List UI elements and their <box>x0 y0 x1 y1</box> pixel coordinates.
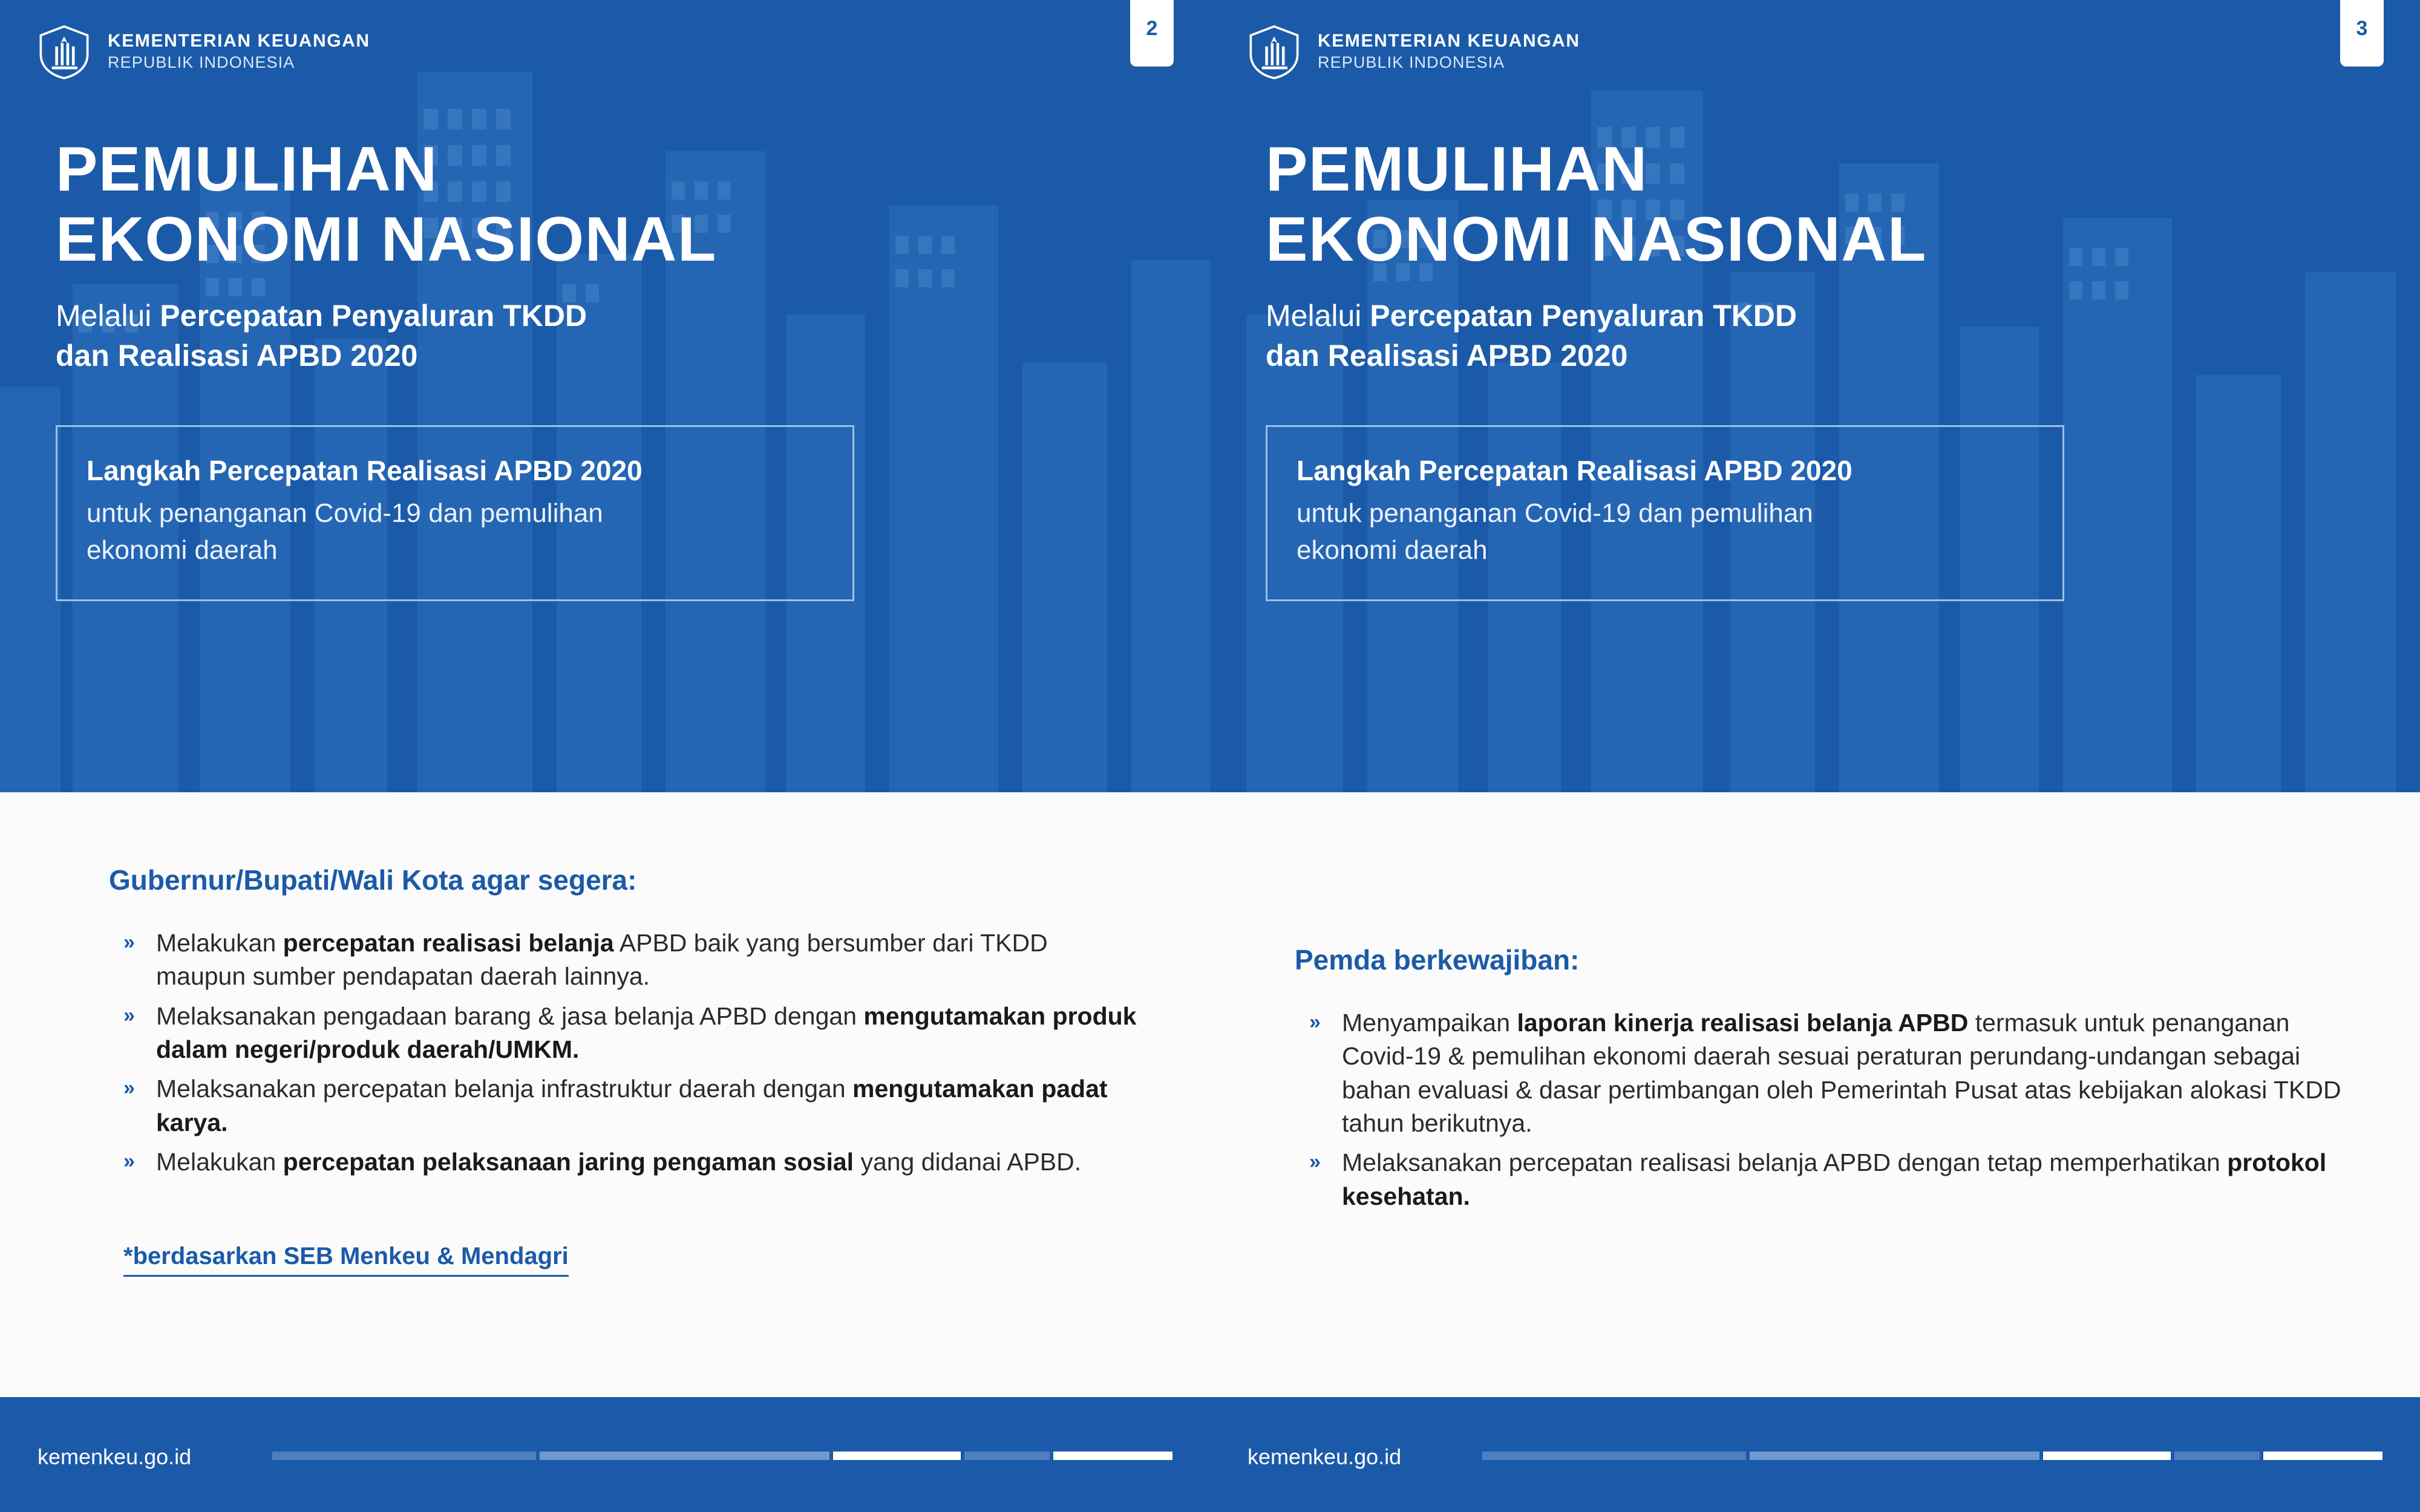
list-item-emphasis: percepatan pelaksanaan jaring pengaman sosial <box>283 1148 854 1176</box>
slide-subtitle <box>0 275 842 376</box>
footnote: *berdasarkan SEB Menkeu & Mendagri <box>123 1243 569 1277</box>
callout-title: Langkah Percepatan Realisasi APBD 2020 <box>87 454 643 486</box>
list-item-text: APBD baik yang bersumber dari TKDD maupun sumber pendapatan daerah lainnya. <box>156 929 1048 991</box>
slide-title-line-2: EKONOMI NASIONAL <box>1266 204 1927 275</box>
list-item <box>109 1072 1143 1139</box>
slide-3-content <box>1210 792 2420 1397</box>
subtitle-bold-1: Percepatan Penyaluran TKDD <box>160 298 587 333</box>
list-item-emphasis: mengutamakan padat karya. <box>156 1075 1108 1136</box>
subtitle-bold-2: dan Realisasi APBD 2020 <box>1266 338 1628 373</box>
footer-website-url[interactable]: kemenkeu.go.id <box>38 1444 192 1469</box>
ministry-logo-block <box>0 0 1210 80</box>
callout-body-line-1: untuk penanganan Covid-19 dan pemulihan <box>1297 498 1813 529</box>
section-heading: Gubernur/Bupati/Wali Kota agar segera: <box>109 864 637 896</box>
section-heading: Pemda berkewajiban: <box>1295 944 1580 976</box>
list-item-emphasis: laporan kinerja realisasi belanja APBD <box>1517 1009 1969 1037</box>
slide-title <box>0 80 1210 275</box>
slide-title-line-1: PEMULIHAN <box>1266 134 1648 204</box>
list-item-emphasis: mengutamakan produk dalam negeri/produk daerah/UMKM. <box>156 1002 1137 1064</box>
slide-2-hero <box>0 0 1210 792</box>
slide-title-line-1: PEMULIHAN <box>56 134 438 204</box>
slide-3 <box>1210 0 2420 1512</box>
callout-title: Langkah Percepatan Realisasi APBD 2020 <box>1297 454 1853 486</box>
footer-progress-bar <box>1482 1452 2382 1460</box>
chevron-double-right-icon: » <box>123 1003 135 1027</box>
slide-3-hero <box>1210 0 2420 792</box>
list-item-text: Melaksanakan pengadaan barang & jasa belanja APBD dengan <box>156 1002 864 1030</box>
bullet-list <box>1295 1006 2341 1213</box>
ministry-name: KEMENTERIAN KEUANGAN <box>108 31 370 51</box>
list-item <box>109 1000 1143 1067</box>
list-item-text: termasuk untuk penanganan Covid-19 & pemulihan ekonomi daerah sesuai peraturan perundang-undangan sebagai bahan evaluasi & dasar pertimbangan oleh Pemerintah Pusat atas kebijakan alokasi TKDD tahun berikutnya. <box>1342 1009 2341 1138</box>
garuda-shield-icon <box>1246 24 1302 80</box>
list-item-text: Melakukan <box>156 1148 283 1176</box>
slide-2-footer <box>0 1397 1210 1512</box>
garuda-shield-icon <box>36 24 92 80</box>
subtitle-prefix: Melalui <box>56 298 160 333</box>
list-item-text: Melakukan <box>156 929 283 957</box>
list-item-emphasis: percepatan realisasi belanja <box>283 929 614 957</box>
ministry-country: REPUBLIK INDONESIA <box>108 53 295 71</box>
chevron-double-right-icon: » <box>123 1150 135 1173</box>
chevron-double-right-icon: » <box>123 1077 135 1100</box>
list-item <box>1295 1146 2341 1213</box>
footer-progress-bar <box>272 1452 1172 1460</box>
bullet-list <box>109 927 1143 1179</box>
slide-title <box>1210 80 2420 275</box>
callout-body-line-2: ekonomi daerah <box>1297 535 1488 565</box>
chevron-double-right-icon: » <box>123 931 135 954</box>
footer-website-url[interactable]: kemenkeu.go.id <box>1248 1444 1402 1469</box>
slide-title-line-2: EKONOMI NASIONAL <box>56 204 717 275</box>
ministry-country: REPUBLIK INDONESIA <box>1318 53 1505 71</box>
callout-box <box>1266 425 2064 601</box>
subtitle-prefix: Melalui <box>1266 298 1370 333</box>
page-number-badge: 2 <box>1130 0 1174 67</box>
list-item-text: Melaksanakan percepatan realisasi belanja APBD dengan tetap memperhatikan <box>1342 1149 2228 1177</box>
subtitle-bold-1: Percepatan Penyaluran TKDD <box>1370 298 1797 333</box>
callout-box <box>56 425 854 601</box>
callout-body-line-1: untuk penanganan Covid-19 dan pemulihan <box>87 498 603 529</box>
chevron-double-right-icon: » <box>1309 1011 1321 1034</box>
page-number-badge: 3 <box>2340 0 2384 67</box>
ministry-logo-block <box>1210 0 2420 80</box>
callout-body-line-2: ekonomi daerah <box>87 535 278 565</box>
list-item <box>109 927 1143 994</box>
ministry-name: KEMENTERIAN KEUANGAN <box>1318 31 1580 51</box>
slide-subtitle <box>1210 275 2052 376</box>
list-item-text: Menyampaikan <box>1342 1009 1517 1037</box>
list-item <box>1295 1006 2341 1140</box>
list-item-emphasis: protokol kesehatan. <box>1342 1149 2327 1210</box>
list-item-text: Melaksanakan percepatan belanja infrastruktur daerah dengan <box>156 1075 853 1103</box>
list-item <box>109 1145 1143 1179</box>
list-item-text: yang didanai APBD. <box>854 1148 1082 1176</box>
chevron-double-right-icon: » <box>1309 1150 1321 1174</box>
subtitle-bold-2: dan Realisasi APBD 2020 <box>56 338 418 373</box>
slide-3-footer <box>1210 1397 2420 1512</box>
slide-2-content <box>0 792 1210 1397</box>
